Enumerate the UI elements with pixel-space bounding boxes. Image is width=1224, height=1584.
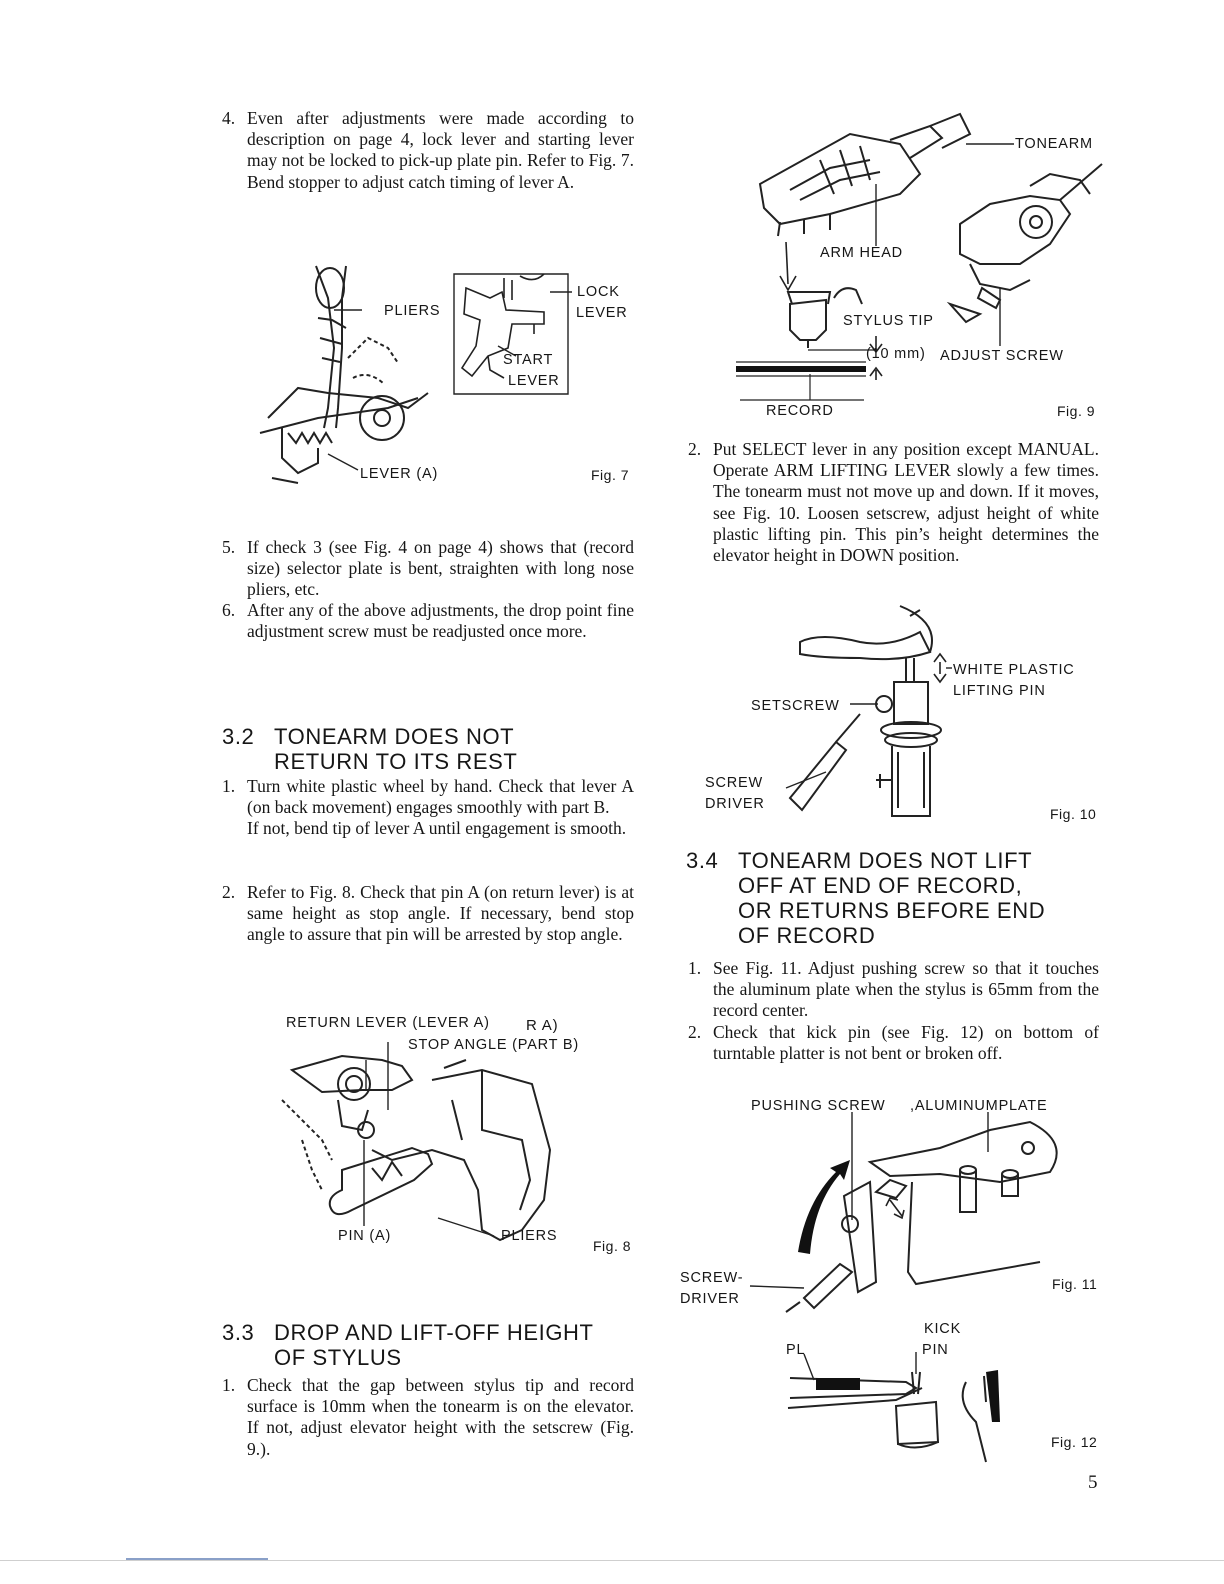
instruction-item-2 — [688, 439, 1099, 566]
item-text: Check that the gap between stylus tip and record surface is 10mm when the tonearm is on the elevator. If not, adjust elevator height with the setscrew (Fig. 9.). — [247, 1375, 634, 1459]
section-number: 3.3 — [222, 1320, 255, 1345]
fig8-label-ra: R A) — [526, 1017, 559, 1034]
fig9-label-arm-head: ARM HEAD — [820, 245, 903, 261]
section-title-line2: OF STYLUS — [274, 1345, 402, 1370]
item-text: See Fig. 11. Adjust pushing screw so that it touches the aluminum plate when the stylus is 65mm from the record center. — [713, 958, 1099, 1021]
instruction-item-5 — [222, 537, 634, 601]
section-heading-3-3 — [222, 1320, 652, 1370]
section-title-line4: OF RECORD — [738, 923, 876, 948]
section-title-line1: TONEARM DOES NOT — [274, 724, 515, 749]
section-title-line2: OFF AT END OF RECORD, — [738, 873, 1023, 898]
item-number: 2. — [688, 1022, 702, 1042]
cartridge — [790, 300, 826, 340]
screwdriver — [804, 1264, 852, 1308]
fig9-caption: Fig. 9 — [1057, 403, 1096, 419]
screwdriver — [790, 742, 846, 810]
lifting-pin — [906, 658, 914, 682]
fig12-illustration — [786, 1352, 1016, 1464]
fig11-label-pushing-screw: PUSHING SCREW — [751, 1098, 886, 1114]
fig8-label-pin-a: PIN (A) — [338, 1228, 392, 1244]
push-arrow — [798, 1160, 850, 1254]
item-text: Turn white plastic wheel by hand. Check that lever A (on back movement) engages smoothly with part B. — [247, 776, 634, 818]
item-number: 6. — [222, 600, 236, 620]
fig11-caption: Fig. 11 — [1052, 1276, 1098, 1292]
s32-instruction-1 — [222, 776, 634, 840]
item-number: 1. — [222, 1375, 236, 1395]
s33-instruction-1 — [222, 1375, 634, 1460]
section-heading-3-4 — [686, 848, 1106, 948]
fig7-label-lock-lever: LEVER — [576, 305, 628, 321]
item-text: Check that kick pin (see Fig. 12) on bottom of turntable platter is not bent or broken off. — [713, 1022, 1099, 1064]
fig7-label-pliers: PLIERS — [384, 303, 441, 319]
section-heading-3-2 — [222, 724, 642, 774]
fig10-label-screw: SCREW — [705, 775, 763, 791]
item-text: Even after adjustments were made according to description on page 4, lock lever and starting lever may not be locked to pick-up plate pin. Refer to Fig. 7. Bend stopper to adjust catch timing of lever A. — [247, 108, 634, 192]
fig10-label-setscrew: SETSCREW — [751, 698, 840, 714]
section-title-line2: RETURN TO ITS REST — [274, 749, 518, 774]
fig9-label-stylus-tip: STYLUS TIP — [843, 313, 934, 329]
adjust-screw — [978, 288, 1000, 308]
fig12-label-pl: PL — [786, 1342, 806, 1358]
item-number: 1. — [222, 776, 236, 796]
pliers — [330, 1148, 432, 1214]
fig7-label-start-lever: LEVER — [508, 373, 560, 389]
fig7-caption: Fig. 7 — [591, 467, 630, 483]
pliers-grip — [816, 1378, 860, 1390]
fig11-illustration — [740, 1112, 1060, 1312]
scan-edge-line — [0, 1560, 1224, 1561]
s32-instruction-2 — [222, 882, 634, 946]
record-surface — [736, 366, 866, 372]
fig10-label-lifting-pin: LIFTING PIN — [953, 683, 1046, 699]
item-number: 5. — [222, 537, 236, 557]
fig8-label-stop-angle: STOP ANGLE (PART B) — [408, 1037, 579, 1053]
item-text: After any of the above adjustments, the drop point fine adjustment screw must be readjusted once more. — [247, 600, 634, 642]
pliers-jaws — [316, 266, 346, 428]
fig12-caption: Fig. 12 — [1051, 1434, 1098, 1450]
item-text-continued: If not, bend tip of lever A until engagement is smooth. — [247, 818, 627, 839]
item-text: If check 3 (see Fig. 4 on page 4) shows that (record size) selector plate is bent, straighten with long nose pliers, etc. — [247, 537, 634, 600]
fig10-label-driver: DRIVER — [705, 796, 765, 812]
section-number: 3.4 — [686, 848, 719, 873]
arm-rest — [960, 196, 1070, 264]
page-number: 5 — [1088, 1472, 1098, 1493]
spring — [288, 433, 332, 443]
fig9-label-adjust-screw: ADJUST SCREW — [940, 348, 1064, 364]
scan-edge-mark — [126, 1558, 268, 1560]
section-title-line1: TONEARM DOES NOT LIFT — [738, 848, 1033, 873]
fig7-label-lock: LOCK — [577, 284, 620, 300]
fig11-label-aluminum-plate: ,ALUMINUMPLATE — [910, 1098, 1048, 1114]
fig7-label-start: START — [503, 352, 554, 368]
item-text: Put SELECT lever in any position except MANUAL. Operate ARM LIFTING LEVER slowly a few times. The tonearm must not move up and down. If it moves, see Fig. 10. Loosen setscrew, adjust height of white plastic lifting pin. This pin’s height determines the elevator height in DOWN position. — [713, 439, 1099, 566]
fig9-label-gap: (10 mm) — [866, 346, 926, 362]
fig9-label-record: RECORD — [766, 403, 834, 419]
item-number: 2. — [688, 439, 702, 459]
tonearm-lift-plate — [800, 632, 930, 659]
instruction-item-4 — [222, 108, 634, 193]
fig10-label-white-plastic: WHITE PLASTIC — [953, 662, 1075, 678]
fig11-label-driver: DRIVER — [680, 1291, 740, 1307]
fig8-label-return-lever: RETURN LEVER (LEVER A) — [286, 1015, 490, 1031]
section-title-line3: OR RETURNS BEFORE END — [738, 898, 1046, 923]
fig10-caption: Fig. 10 — [1050, 806, 1097, 822]
instruction-item-6 — [222, 600, 634, 642]
fig8-caption: Fig. 8 — [593, 1238, 632, 1254]
return-lever — [292, 1056, 412, 1092]
stop-angle — [372, 1070, 550, 1240]
s34-instruction-2 — [688, 1022, 1099, 1064]
s34-instruction-1 — [688, 958, 1099, 1022]
item-number: 2. — [222, 882, 236, 902]
fig9-label-tonearm: TONEARM — [1015, 136, 1093, 152]
section-number: 3.2 — [222, 724, 255, 749]
item-text: Refer to Fig. 8. Check that pin A (on return lever) is at same height as stop angle. If necessary, bend stop angle to assure that pin will be arrested by stop angle. — [247, 882, 634, 945]
item-number: 1. — [688, 958, 702, 978]
fig12-label-kick: KICK — [924, 1321, 962, 1337]
section-title-line1: DROP AND LIFT-OFF HEIGHT — [274, 1320, 594, 1345]
fig7-label-lever-a: LEVER (A) — [360, 466, 439, 482]
fig8-label-pliers: PLIERS — [501, 1228, 558, 1244]
fig12-label-pin: PIN — [922, 1342, 949, 1358]
item-number: 4. — [222, 108, 236, 128]
fig11-label-screw: SCREW- — [680, 1270, 744, 1286]
